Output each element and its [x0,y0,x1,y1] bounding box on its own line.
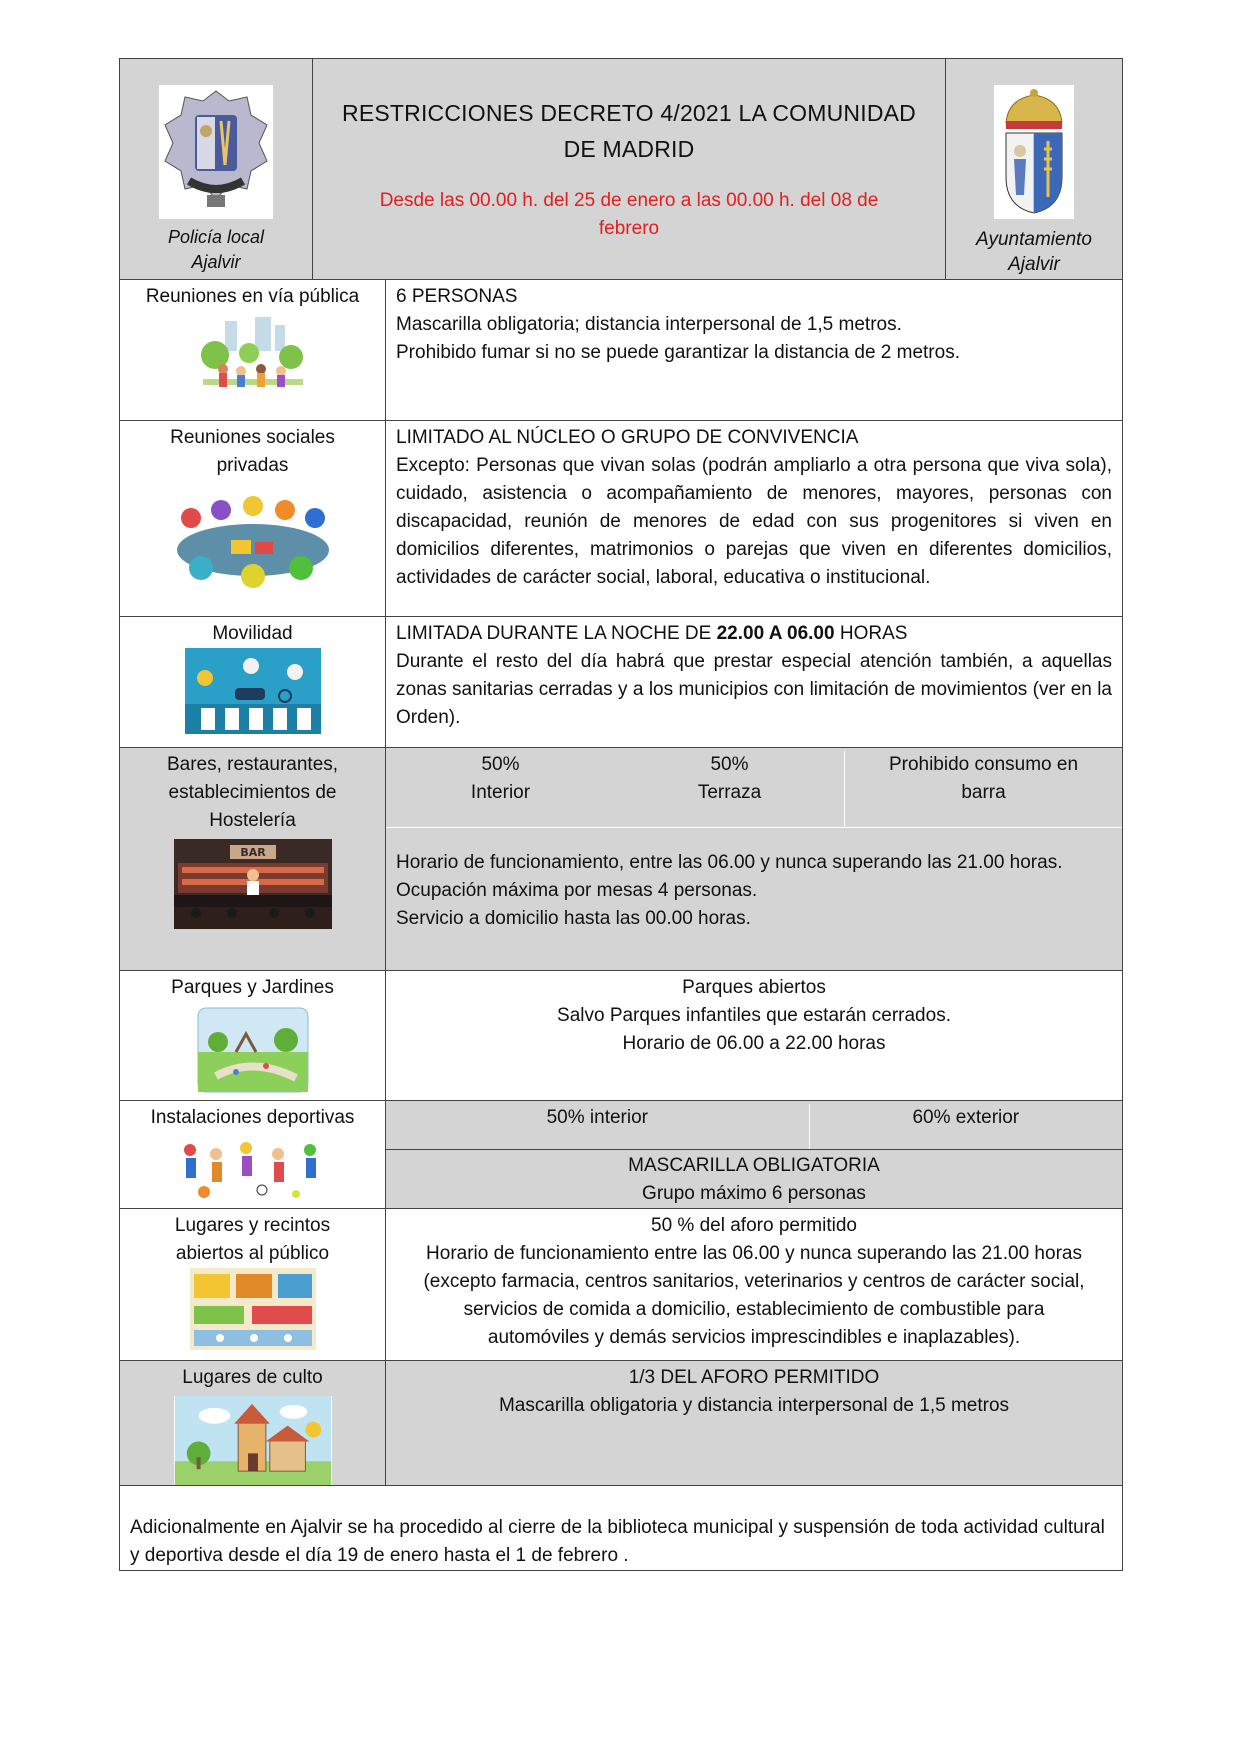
row-label: Lugares de culto [182,1367,323,1388]
rule-heading [396,620,1112,648]
row-label: Reuniones sociales privadas [170,427,335,476]
row-label: Instalaciones deportivas [150,1107,355,1128]
row-content-cell [386,1209,1122,1360]
row-label-cell [120,280,386,420]
row-parques [119,971,1123,1101]
rule-line: 6 PERSONAS [396,286,518,307]
row-label: Reuniones en vía pública [145,286,360,307]
row-recintos [119,1209,1123,1361]
row-sociales [119,421,1123,617]
row-label: Parques y Jardines [171,977,334,998]
meeting-table-icon [151,484,355,596]
row-label-cell [120,617,386,747]
rule-text: Excepto: Personas que vivan solas (podrán ampliarlo a otra persona que viva sola), cuidado, asistencia o acompañamiento de menores, mayores, personas con discapacidad, reunión de menores de edad con sus progenitores si viven en domicilios diferentes, matrimonios o parejas que viven en diferentes domicilios, actividades de carácter social, laboral, educativa o institucional. [396,455,1112,588]
police-caption-2: Ajalvir [191,252,241,272]
restrictions-document [119,58,1123,1571]
rule-line: Mascarilla obligatoria; distancia interpersonal de 1,5 metros. [396,314,902,335]
capacity-value: 50% [710,754,749,775]
council-caption-1: Ayuntamiento [975,229,1092,250]
police-caption-1: Policía local [167,227,265,247]
capacity-exterior: 60% exterior [912,1107,1020,1128]
rule-heading: 50 % del aforo permitido [651,1215,857,1236]
row-label-cell [120,421,386,616]
row-label: Bares, restaurantes, establecimientos de Hostelería [166,754,339,831]
bar-consumption-rule: Prohibido consumo en barra [888,754,1079,803]
footer-note-row [119,1486,1123,1571]
document-header [119,58,1123,280]
people-park-icon [195,315,311,399]
hosteleria-details [386,828,1122,933]
document-title-line2: DE MADRID [563,136,695,162]
mobility-heading-post: HORAS [834,623,908,644]
sports-icon [176,1132,330,1202]
rule-heading: 1/3 DEL AFORO PERMITIDO [628,1367,880,1388]
capacity-label: Terraza [697,782,762,803]
rule-line: MASCARILLA OBLIGATORIA [628,1155,880,1176]
bar-icon [174,839,332,929]
document-title-line1: RESTRICCIONES DECRETO 4/2021 LA COMUNIDAD [342,100,916,126]
capacity-columns [386,748,1122,828]
capacity-terraza [615,751,845,827]
row-hosteleria [119,748,1123,971]
rule-line: Horario de funcionamiento, entre las 06.00 y nunca superando las 21.00 horas. [396,852,1063,873]
council-coat-of-arms-icon [994,85,1074,219]
capacity-value: 50% [481,754,520,775]
row-deportivas [119,1101,1123,1209]
row-label-cell [120,748,386,970]
council-logo-block [946,59,1122,279]
row-via-publica [119,280,1123,421]
mobility-heading-pre: LIMITADA DURANTE LA NOCHE DE [396,623,717,644]
row-content-cell [386,280,1122,420]
rule-line: Parques abiertos [682,977,826,998]
rule-line: Grupo máximo 6 personas [642,1183,866,1204]
rule-line: Prohibido fumar si no se puede garantizar la distancia de 2 metros. [396,342,960,363]
council-caption-2: Ajalvir [1008,254,1060,275]
crosswalk-icon [185,648,321,734]
church-icon [174,1396,332,1485]
rule-line: Servicio a domicilio hasta las 00.00 horas. [396,908,751,929]
deportivas-details [386,1150,1122,1208]
header-title-block [313,59,946,279]
bar-sign: BAR [239,846,266,859]
row-content-cell [386,748,1122,970]
footer-note: Adicionalmente en Ajalvir se ha procedido al cierre de la biblioteca municipal y suspensión de toda actividad cultural y deportiva desde el día 19 de enero hasta el 1 de febrero . [130,1517,1105,1566]
row-content-cell [386,617,1122,747]
row-content-cell [386,971,1122,1100]
capacity-columns [386,1101,1122,1150]
rule-line: Salvo Parques infantiles que estarán cerrados. [557,1005,951,1026]
mobility-heading-hours: 22.00 A 06.00 [716,623,835,644]
rule-text: Horario de funcionamiento entre las 06.00 y nunca superando las 21.00 horas (excepto farmacia, centros sanitarios, veterinarios y centros de carácter social, servicios de comida a domicilio, establecimiento de combustible para automóviles y demás servicios imprescindibles e inaplazables). [423,1243,1085,1348]
row-movilidad [119,617,1123,748]
police-logo-block [120,59,313,279]
rule-heading: LIMITADO AL NÚCLEO O GRUPO DE CONVIVENCIA [396,427,859,448]
row-content-cell [386,1361,1122,1485]
capacity-interior: 50% interior [386,1104,810,1149]
rule-text: Mascarilla obligatoria y distancia interpersonal de 1,5 metros [498,1395,1010,1416]
row-label-cell [120,1209,386,1360]
market-icon [190,1268,316,1350]
row-label-cell [120,1361,386,1485]
row-label: Lugares y recintos abiertos al público [174,1215,331,1264]
row-content-cell [386,421,1122,616]
rule-line: Horario de 06.00 a 22.00 horas [622,1033,886,1054]
rule-text: Durante el resto del día habrá que prestar especial atención también, a aquellas zonas sanitarias cerradas y a los municipios con limitación de movimientos (ver en la Orden). [396,651,1112,728]
capacity-interior [386,751,615,827]
row-culto [119,1361,1123,1486]
row-label: Movilidad [212,623,293,644]
culto-details [386,1361,1122,1420]
capacity-label: Interior [470,782,531,803]
row-label-cell [120,971,386,1100]
date-range: Desde las 00.00 h. del 25 de enero a las 00.00 h. del 08 de febrero [379,190,879,239]
row-label-cell [120,1101,386,1208]
police-badge-icon [159,85,273,219]
row-content-cell [386,1101,1122,1208]
rule-line: Ocupación máxima por mesas 4 personas. [396,880,758,901]
park-icon [196,1006,310,1094]
